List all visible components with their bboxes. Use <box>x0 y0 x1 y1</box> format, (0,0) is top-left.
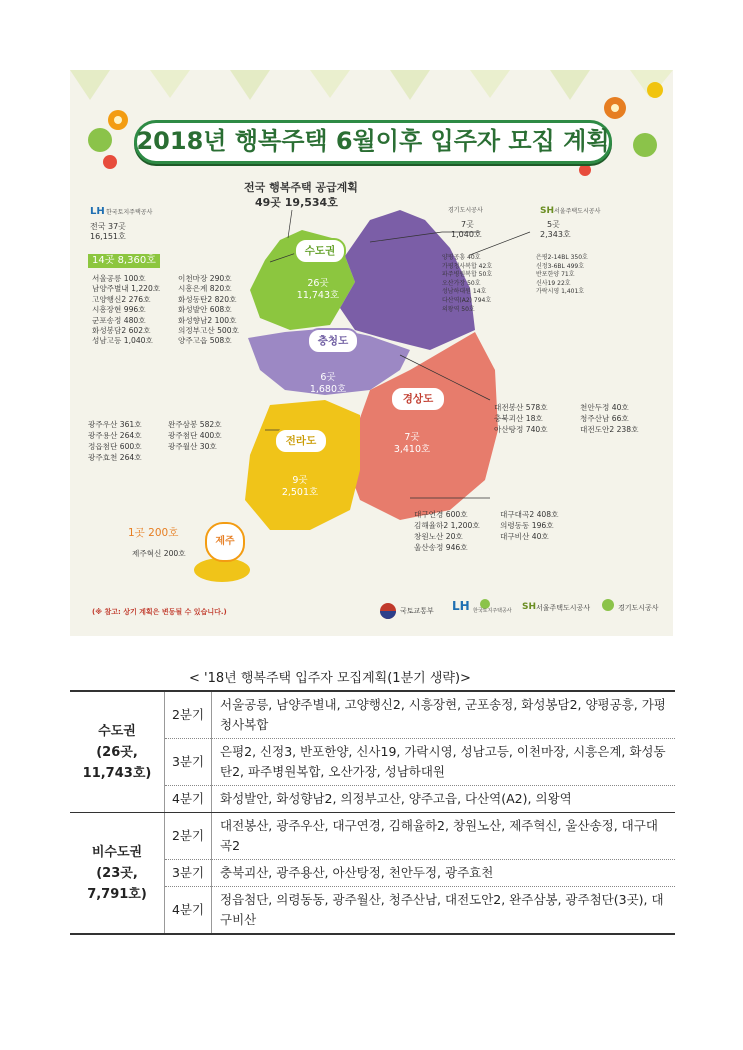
sh-sites: 5곳 <box>547 220 560 229</box>
site-list: 은평2, 신정3, 반포한양, 신사19, 가락시영, 성남고등, 이천마장, 시흥은계, 화성동탄2, 파주병원복합, 오산가장, 성남하대원 <box>212 739 676 786</box>
jeolla-list-col1: 광주우산 361호 광주용산 264호 정읍첨단 600호 광주효천 264호 <box>88 420 142 462</box>
region-gyeongsang-units: 3,410호 <box>393 444 431 455</box>
quarter-label: 3분기 <box>165 739 212 786</box>
region-capital-units: 11,743호 <box>296 290 340 301</box>
gh-org: 경기도시공사 <box>448 207 483 214</box>
region-gyeongsang-sites: 7곳 <box>404 432 420 443</box>
gyeongsang-list-col1: 대구연경 600호 김해율하2 1,200호 창원노산 20호 울산송정 946호 <box>414 510 480 552</box>
table-row <box>70 691 675 739</box>
noncapital-region-cell: 비수도권 (23곳, 7,791호) <box>70 813 165 935</box>
capital-list-header: 14곳 8,360호 <box>88 254 160 268</box>
housing-plan-infographic <box>70 70 673 636</box>
lh-sites: 전국 37곳 <box>90 222 126 231</box>
sh-logo: SH <box>540 206 555 216</box>
region-chungcheong-units: 1,680호 <box>309 384 347 395</box>
gh-units: 1,040호 <box>451 230 482 239</box>
jeolla-list-col2: 완주삼봉 582호 광주첨단 400호 광주월산 30호 <box>168 420 222 451</box>
quarter-label: 4분기 <box>165 887 212 935</box>
footer-lh-logo: LH <box>452 599 470 613</box>
site-list: 서울공릉, 남양주별내, 고양행신2, 시흥장현, 군포송정, 화성봉담2, 양평공흥, 가평청사복합 <box>212 691 676 739</box>
table-caption: < '18년 행복주택 입주자 모집계획(1분기 생략)> <box>189 671 471 686</box>
region-capital-name: 수도권 <box>294 238 346 264</box>
sh-list: 은평2-14BL 350호 신정3-6BL 499호 반포한양 71호 신사19 22호 가락시영 1,401호 <box>536 254 588 296</box>
chungcheong-list-col2: 천안두정 40호 청주산남 66호 대전도안2 238호 <box>580 403 639 434</box>
chungcheong-list-col1: 대전봉산 578호 충북괴산 18호 아산탕정 740호 <box>494 403 548 434</box>
region-jeolla-units: 2,501호 <box>281 487 319 498</box>
sh-units: 2,343호 <box>540 230 571 239</box>
lh-logo: LH <box>90 206 105 217</box>
gh-list: 양평공흥 40호 가평청사복합 42호 파주병원복합 50호 오산가장 50호 성남하대원 14호 다산역(A2) 794호 의왕역 50호 <box>442 254 493 313</box>
site-list: 화성발안, 화성향남2, 의정부고산, 양주고읍, 다산역(A2), 의왕역 <box>212 786 676 813</box>
footer-sh-org: 서울주택도시공사 <box>536 604 591 612</box>
recruitment-schedule-table <box>70 690 675 935</box>
region-chungcheong-name: 충청도 <box>307 328 359 354</box>
sh-org: 서울주택도시공사 <box>554 208 601 215</box>
gyeongsang-list-col2: 대구대곡2 408호 의령동동 196호 대구비산 40호 <box>500 510 559 541</box>
site-list: 대전봉산, 광주우산, 대구연경, 김해율하2, 창원노산, 제주혁신, 울산송정, 대구대곡2 <box>212 813 676 860</box>
region-gyeongsang-name: 경상도 <box>390 386 446 412</box>
total-label: 전국 행복주택 공급계획 <box>244 181 358 194</box>
region-jeolla-sites: 9곳 <box>292 475 308 486</box>
quarter-label: 4분기 <box>165 786 212 813</box>
jeju-summary: 1곳 200호 <box>128 527 179 539</box>
region-chungcheong-sites: 6곳 <box>320 372 336 383</box>
footer-gh: 경기도시공사 <box>618 604 659 612</box>
quarter-label: 3분기 <box>165 860 212 887</box>
quarter-label: 2분기 <box>165 691 212 739</box>
quarter-label: 2분기 <box>165 813 212 860</box>
capital-list-col2: 이천마장 290호 시흥은계 820호 화성동탄2 820호 화성발안 608호 화성향남2 100호 의정부고산 500호 양주고읍 508호 <box>178 274 239 346</box>
gh-sites: 7곳 <box>461 220 474 229</box>
region-capital-sites: 26곳 <box>307 278 329 289</box>
total-value: 49곳 19,534호 <box>255 196 338 209</box>
lh-units: 16,151호 <box>90 232 126 241</box>
site-list: 충북괴산, 광주용산, 아산탕정, 천안두정, 광주효천 <box>212 860 676 887</box>
jeju-list: 제주혁신 200호 <box>132 549 186 558</box>
infographic-title: 2018년 행복주택 6월이후 입주자 모집 계획 <box>134 120 612 164</box>
region-jeolla-name: 전라도 <box>274 428 328 454</box>
footer-molit: 국토교통부 <box>400 607 434 615</box>
capital-region-cell: 수도권 (26곳, 11,743호) <box>70 691 165 813</box>
lh-org: 한국토지주택공사 <box>106 209 153 216</box>
region-jeju-name: 제주 <box>205 522 245 562</box>
site-list: 정읍첨단, 의령동동, 광주월산, 청주산남, 대전도안2, 완주삼봉, 광주첨단(3곳), 대구비산 <box>212 887 676 935</box>
footer-sh-logo: SH <box>522 602 537 612</box>
capital-list-col1: 서울공릉 100호 남양주별내 1,220호 고양행신2 276호 시흥장현 996호 군포송정 480호 화성봉담2 602호 성남고등 1,040호 <box>92 274 161 346</box>
footer-lh-org: 한국토지주택공사 <box>473 608 512 614</box>
change-note: (※ 참고: 상기 계획은 변동될 수 있습니다.) <box>92 608 227 616</box>
table-row <box>70 813 675 860</box>
